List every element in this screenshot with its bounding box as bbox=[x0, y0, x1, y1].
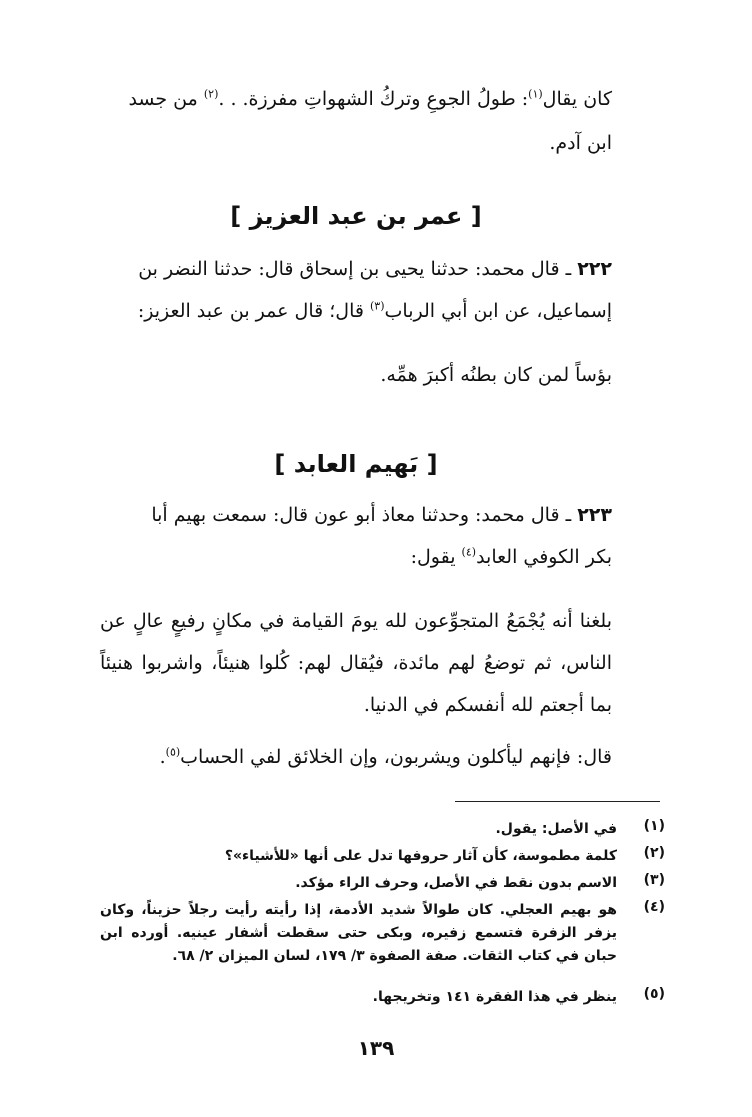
footnote-text: هو بهيم العجلي. كان طوالاً شديد الأدمة، إذا رأيته رأيت رجلاً حزيناً، وكان يزفر الزفرة فتسمع زفيره، وبكى حتى سقطت أشفار عينيه. أورده ابن حبان في كتاب الثقات. صفة الصفوة ٣/ ١٧٩، لسان الميزان ٢/ ٦٨. bbox=[100, 902, 617, 964]
narration-223-line-1 bbox=[100, 504, 612, 526]
footnote-number: (٣) bbox=[643, 872, 665, 888]
narration-number-222: ٢٢٢ bbox=[577, 258, 612, 280]
narration-222-text-b: إسماعيل، عن ابن أبي الرباب bbox=[384, 300, 612, 322]
footnote-2 bbox=[100, 845, 665, 868]
narration-223-text-a: ـ قال محمد: وحدثنا معاذ أبو عون قال: سمعت بهيم أبا bbox=[151, 504, 578, 526]
closing-period: . bbox=[159, 746, 166, 768]
narration-number-223: ٢٢٣ bbox=[577, 504, 612, 526]
footnote-ref-3[interactable]: (٣) bbox=[370, 299, 385, 313]
intro-text-a: كان يقال bbox=[542, 88, 612, 110]
quote-omar: بؤساً لمن كان بطنُه أكبرَ همِّه. bbox=[380, 364, 612, 386]
footnote-5 bbox=[100, 986, 665, 1009]
footnote-divider bbox=[455, 801, 660, 802]
footnote-number: (٥) bbox=[643, 986, 665, 1002]
page-number: ١٣٩ bbox=[357, 1036, 395, 1060]
footnote-3 bbox=[100, 872, 665, 895]
narration-222-line-1 bbox=[100, 258, 612, 280]
footnote-number: (٢) bbox=[643, 845, 665, 861]
footnote-ref-1[interactable]: (١) bbox=[528, 87, 543, 101]
footnote-ref-5[interactable]: (٥) bbox=[165, 745, 181, 759]
footnote-ref-2[interactable]: (٢) bbox=[203, 87, 219, 101]
section-heading-omar: [ عمر بن عبد العزيز ] bbox=[230, 202, 482, 230]
closing-text: قال: فإنهم ليأكلون ويشربون، وإن الخلائق لفي الحساب bbox=[180, 746, 612, 768]
footnote-4 bbox=[100, 899, 665, 968]
footnote-number: (١) bbox=[643, 818, 665, 834]
saying-paragraph: بلغنا أنه يُجْمَعُ المتجوِّعون لله يومَ القيامة في مكانٍ رفيعٍ عالٍ عن الناس، ثم توضعُ لهم مائدة، فيُقال لهم: كُلوا هنيئاً، واشربوا هنيئاً بما أجعتم لله أنفسكم في الدنيا. bbox=[100, 610, 612, 716]
narration-223-line-2 bbox=[100, 546, 612, 568]
section-heading-buhaym: [ بَهيم العابد ] bbox=[274, 450, 438, 478]
narration-222-line-2 bbox=[100, 300, 612, 322]
footnote-1 bbox=[100, 818, 665, 841]
closing-line bbox=[100, 746, 612, 768]
intro-text-b: : طولُ الجوعِ وتركُ الشهواتِ مفرزة. . . bbox=[218, 88, 529, 110]
footnote-text: الاسم بدون نقط في الأصل، وحرف الراء مؤكد. bbox=[295, 875, 617, 891]
narration-223-text-c: يقول: bbox=[410, 546, 462, 568]
intro-line-1 bbox=[100, 88, 612, 110]
intro-text-c: من جسد bbox=[128, 88, 204, 110]
footnote-text: في الأصل: يقول. bbox=[495, 821, 617, 837]
narration-223-text-b: بكر الكوفي العابد bbox=[476, 546, 612, 568]
footnote-text: كلمة مطموسة، كأن آثار حروفها تدل على أنها «للأشياء»؟ bbox=[224, 848, 617, 864]
footnote-ref-4[interactable]: (٤) bbox=[461, 545, 477, 559]
footnote-number: (٤) bbox=[643, 899, 665, 915]
narration-222-text-c: قال؛ قال عمر بن عبد العزيز: bbox=[137, 300, 370, 322]
intro-line-2: ابن آدم. bbox=[549, 132, 612, 154]
footnote-text: ينظر في هذا الفقرة ١٤١ وتخريجها. bbox=[372, 989, 617, 1005]
narration-222-text-a: ـ قال محمد: حدثنا يحيى بن إسحاق قال: حدثنا النضر بن bbox=[138, 258, 578, 280]
